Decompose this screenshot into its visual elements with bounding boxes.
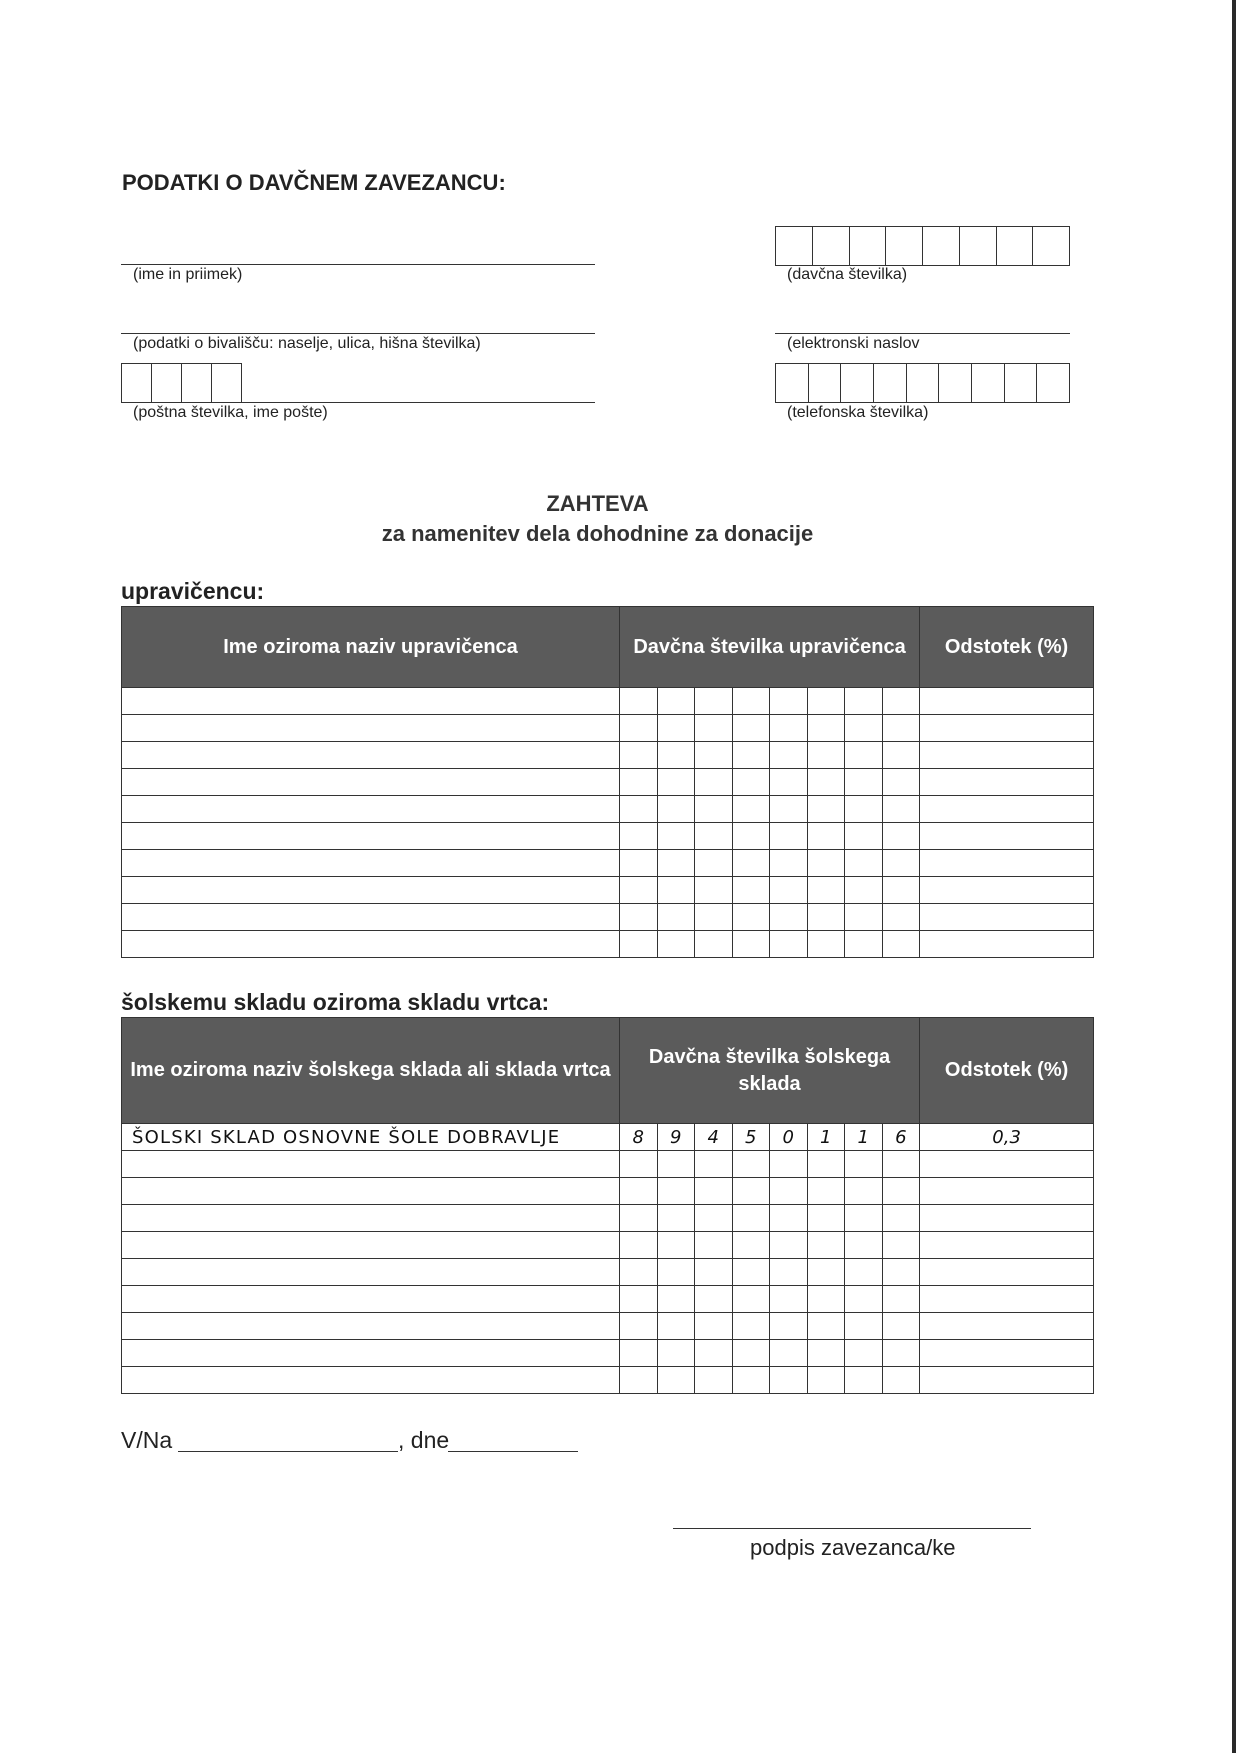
tax-digit-cell[interactable] — [657, 850, 695, 877]
tax-digit-cell[interactable] — [882, 1313, 920, 1340]
tax-digit-cell[interactable] — [695, 1205, 733, 1232]
tax-digit-cell[interactable] — [770, 769, 808, 796]
tax-digit-cell[interactable] — [845, 715, 883, 742]
tax-digit-cell[interactable] — [695, 1151, 733, 1178]
tax-digit-cell[interactable] — [732, 904, 770, 931]
table-row — [122, 931, 1094, 958]
tax-digit-cell[interactable] — [882, 1259, 920, 1286]
table-row — [122, 1232, 1094, 1259]
tax-digit-cell[interactable] — [695, 769, 733, 796]
tax-digit-cell[interactable] — [620, 823, 658, 850]
tax-digit-cell[interactable] — [620, 904, 658, 931]
name-cell[interactable] — [122, 688, 620, 715]
tax-digit-cell[interactable] — [807, 796, 845, 823]
tax-number-caption: (davčna številka) — [787, 266, 908, 283]
tax-digit-cell[interactable]: 9 — [657, 1124, 695, 1151]
tax-digit-cell[interactable] — [882, 1205, 920, 1232]
phone-caption: (telefonska številka) — [787, 404, 929, 421]
tax-digit-cell[interactable] — [620, 877, 658, 904]
tax-digit-cell[interactable] — [845, 904, 883, 931]
tax-digit-cell[interactable] — [732, 1259, 770, 1286]
percent-cell[interactable]: 0,3 — [920, 1124, 1094, 1151]
name-cell[interactable] — [122, 1259, 620, 1286]
tax-digit-cell[interactable] — [770, 742, 808, 769]
table-row — [122, 1340, 1094, 1367]
tax-digit-cell[interactable] — [770, 877, 808, 904]
tax-digit-cell[interactable] — [732, 1205, 770, 1232]
place-label: V/Na — [121, 1427, 173, 1453]
table-row — [122, 1205, 1094, 1232]
tax-digit-cell[interactable] — [770, 1367, 808, 1394]
tax-digit-cell[interactable] — [845, 1178, 883, 1205]
school-fund-tax-header: Davčna številka šolskega sklada — [620, 1018, 920, 1124]
tax-digit-cell[interactable]: 1 — [845, 1124, 883, 1151]
table-row — [122, 769, 1094, 796]
tax-digit-cell[interactable] — [882, 688, 920, 715]
name-cell[interactable] — [122, 1232, 620, 1259]
tax-digit-cell[interactable] — [845, 1340, 883, 1367]
signature-line[interactable] — [673, 1528, 1031, 1529]
school-fund-name-header: Ime oziroma naziv šolskega sklada ali sklada vrtca — [122, 1018, 620, 1124]
tax-digit-cell[interactable] — [732, 742, 770, 769]
tax-digit-cell[interactable] — [882, 1367, 920, 1394]
tax-digit-cell[interactable] — [807, 904, 845, 931]
name-cell[interactable] — [122, 1367, 620, 1394]
tax-digit-cell[interactable] — [770, 688, 808, 715]
beneficiary-rows — [122, 688, 1094, 958]
name-cell[interactable] — [122, 1178, 620, 1205]
taxpayer-heading: PODATKI O DAVČNEM ZAVEZANCU: — [122, 170, 506, 195]
table-row — [122, 1313, 1094, 1340]
email-line[interactable] — [775, 333, 1070, 334]
tax-digit-cell[interactable] — [845, 1151, 883, 1178]
tax-digit-cell[interactable] — [807, 1232, 845, 1259]
school-fund-percent-header: Odstotek (%) — [920, 1018, 1094, 1124]
name-caption: (ime in priimek) — [133, 266, 243, 283]
tax-digit-cell[interactable] — [695, 1232, 733, 1259]
table-row — [122, 1286, 1094, 1313]
percent-cell[interactable] — [920, 796, 1094, 823]
percent-cell[interactable] — [920, 715, 1094, 742]
tax-digit-cell[interactable] — [657, 769, 695, 796]
tax-digit-cell[interactable] — [657, 1178, 695, 1205]
tax-digit-cell[interactable] — [732, 1286, 770, 1313]
tax-digit-cell[interactable] — [657, 877, 695, 904]
tax-digit-cell[interactable] — [657, 1232, 695, 1259]
percent-cell[interactable] — [920, 769, 1094, 796]
postal-code-boxes[interactable] — [121, 363, 242, 403]
percent-cell[interactable] — [920, 877, 1094, 904]
tax-digit-cell[interactable]: 1 — [807, 1124, 845, 1151]
tax-digit-cell[interactable] — [882, 1286, 920, 1313]
tax-digit-cell[interactable] — [695, 877, 733, 904]
table-row — [122, 1367, 1094, 1394]
tax-digit-cell[interactable] — [620, 715, 658, 742]
date-label: , dne — [398, 1427, 450, 1453]
name-cell[interactable]: ŠOLSKI SKLAD OSNOVNE ŠOLE DOBRAVLJE — [122, 1124, 620, 1151]
tax-digit-cell[interactable] — [620, 1340, 658, 1367]
table-row — [122, 823, 1094, 850]
phone-boxes[interactable] — [775, 363, 1070, 403]
tax-digit-cell[interactable] — [770, 850, 808, 877]
percent-cell[interactable] — [920, 1367, 1094, 1394]
tax-digit-cell[interactable] — [882, 769, 920, 796]
tax-digit-cell[interactable] — [845, 931, 883, 958]
tax-digit-cell[interactable] — [807, 1151, 845, 1178]
tax-digit-cell[interactable]: 5 — [732, 1124, 770, 1151]
tax-digit-cell[interactable] — [695, 1313, 733, 1340]
tax-digit-cell[interactable] — [845, 1313, 883, 1340]
address-line[interactable] — [121, 333, 595, 334]
name-cell[interactable] — [122, 1205, 620, 1232]
tax-digit-cell[interactable] — [657, 688, 695, 715]
tax-digit-cell[interactable] — [732, 796, 770, 823]
table-row — [122, 1178, 1094, 1205]
tax-digit-cell[interactable] — [695, 904, 733, 931]
tax-digit-cell[interactable] — [807, 769, 845, 796]
table-row — [122, 796, 1094, 823]
tax-digit-cell[interactable] — [807, 1178, 845, 1205]
tax-digit-cell[interactable] — [845, 877, 883, 904]
percent-cell[interactable] — [920, 904, 1094, 931]
tax-digit-cell[interactable] — [695, 1367, 733, 1394]
table-row — [122, 1124, 1094, 1151]
tax-digit-cell[interactable] — [845, 823, 883, 850]
percent-cell[interactable] — [920, 1205, 1094, 1232]
tax-digit-cell[interactable] — [620, 1151, 658, 1178]
tax-digit-cell[interactable] — [657, 1313, 695, 1340]
tax-digit-cell[interactable] — [620, 769, 658, 796]
percent-cell[interactable] — [920, 1340, 1094, 1367]
tax-digit-cell[interactable] — [770, 1313, 808, 1340]
tax-digit-cell[interactable] — [657, 1259, 695, 1286]
tax-digit-cell[interactable] — [732, 931, 770, 958]
name-cell[interactable] — [122, 931, 620, 958]
tax-digit-cell[interactable] — [845, 1286, 883, 1313]
tax-digit-cell[interactable] — [845, 796, 883, 823]
percent-cell[interactable] — [920, 688, 1094, 715]
tax-digit-cell[interactable] — [770, 1205, 808, 1232]
name-cell[interactable] — [122, 742, 620, 769]
percent-cell[interactable] — [920, 1151, 1094, 1178]
percent-cell[interactable] — [920, 1259, 1094, 1286]
name-cell[interactable] — [122, 1313, 620, 1340]
tax-digit-cell[interactable] — [770, 1151, 808, 1178]
school-fund-heading: šolskemu skladu oziroma skladu vrtca: — [121, 989, 550, 1015]
tax-digit-cell[interactable] — [657, 931, 695, 958]
tax-digit-cell[interactable] — [732, 1367, 770, 1394]
tax-digit-cell[interactable] — [770, 1340, 808, 1367]
table-row — [122, 715, 1094, 742]
percent-cell[interactable] — [920, 1313, 1094, 1340]
tax-digit-cell[interactable] — [732, 1151, 770, 1178]
tax-digit-cell[interactable] — [620, 688, 658, 715]
name-cell[interactable] — [122, 1286, 620, 1313]
address-caption: (podatki o bivališču: naselje, ulica, hišna številka) — [133, 335, 481, 352]
request-subtitle: za namenitev dela dohodnine za donacije — [381, 521, 814, 546]
post-name-line[interactable] — [242, 402, 595, 403]
name-cell[interactable] — [122, 823, 620, 850]
tax-digit-cell[interactable] — [620, 796, 658, 823]
tax-digit-cell[interactable] — [882, 1340, 920, 1367]
tax-digit-cell[interactable] — [845, 850, 883, 877]
post-caption: (poštna številka, ime pošte) — [133, 404, 328, 421]
tax-digit-cell[interactable] — [770, 715, 808, 742]
tax-digit-cell[interactable] — [845, 1232, 883, 1259]
tax-digit-cell[interactable] — [845, 769, 883, 796]
tax-digit-cell[interactable] — [882, 715, 920, 742]
tax-digit-cell[interactable] — [620, 742, 658, 769]
tax-digit-cell[interactable] — [882, 796, 920, 823]
tax-digit-cell[interactable] — [882, 877, 920, 904]
table-row — [122, 1259, 1094, 1286]
tax-digit-cell[interactable] — [695, 1340, 733, 1367]
tax-digit-cell[interactable] — [695, 1178, 733, 1205]
tax-digit-cell[interactable] — [807, 715, 845, 742]
table-row — [122, 742, 1094, 769]
tax-digit-cell[interactable] — [807, 1259, 845, 1286]
tax-digit-cell[interactable] — [657, 1340, 695, 1367]
tax-digit-cell[interactable] — [695, 742, 733, 769]
tax-digit-cell[interactable]: 8 — [620, 1124, 658, 1151]
tax-digit-cell[interactable] — [657, 904, 695, 931]
tax-digit-cell[interactable] — [732, 688, 770, 715]
tax-digit-cell[interactable]: 4 — [695, 1124, 733, 1151]
tax-digit-cell[interactable] — [882, 850, 920, 877]
tax-digit-cell[interactable] — [845, 742, 883, 769]
tax-digit-cell[interactable] — [770, 904, 808, 931]
tax-digit-cell[interactable] — [845, 1205, 883, 1232]
tax-digit-cell[interactable] — [695, 850, 733, 877]
tax-digit-cell[interactable] — [620, 1286, 658, 1313]
tax-digit-cell[interactable] — [807, 1286, 845, 1313]
tax-digit-cell[interactable] — [770, 1178, 808, 1205]
tax-digit-cell[interactable] — [770, 1286, 808, 1313]
place-line[interactable] — [178, 1451, 398, 1452]
tax-digit-cell[interactable] — [732, 769, 770, 796]
scan-edge — [1232, 0, 1236, 1753]
beneficiary-percent-header: Odstotek (%) — [920, 607, 1094, 688]
date-line[interactable] — [448, 1451, 578, 1452]
tax-digit-cell[interactable] — [695, 1286, 733, 1313]
tax-digit-cell[interactable] — [695, 1259, 733, 1286]
tax-digit-cell[interactable] — [882, 904, 920, 931]
tax-digit-cell[interactable] — [807, 1340, 845, 1367]
percent-cell[interactable] — [920, 1232, 1094, 1259]
tax-digit-cell[interactable] — [845, 1367, 883, 1394]
tax-digit-cell[interactable] — [732, 1340, 770, 1367]
tax-digit-cell[interactable] — [657, 796, 695, 823]
tax-digit-cell[interactable] — [732, 823, 770, 850]
name-cell[interactable] — [122, 769, 620, 796]
tax-number-boxes[interactable] — [775, 226, 1070, 266]
tax-digit-cell[interactable] — [620, 1259, 658, 1286]
tax-digit-cell[interactable] — [807, 1313, 845, 1340]
tax-digit-cell[interactable] — [807, 742, 845, 769]
tax-digit-cell[interactable] — [620, 1178, 658, 1205]
signature-caption: podpis zavezanca/ke — [750, 1535, 956, 1560]
table-row — [122, 1151, 1094, 1178]
tax-digit-cell[interactable] — [657, 1205, 695, 1232]
tax-digit-cell[interactable] — [770, 823, 808, 850]
tax-digit-cell[interactable] — [807, 688, 845, 715]
tax-digit-cell[interactable] — [620, 1232, 658, 1259]
tax-digit-cell[interactable] — [807, 1367, 845, 1394]
tax-digit-cell[interactable]: 0 — [770, 1124, 808, 1151]
table-row — [122, 877, 1094, 904]
tax-digit-cell[interactable] — [620, 1205, 658, 1232]
beneficiary-heading: upravičencu: — [121, 578, 265, 604]
tax-digit-cell[interactable] — [695, 823, 733, 850]
tax-digit-cell[interactable] — [732, 877, 770, 904]
tax-digit-cell[interactable] — [657, 742, 695, 769]
tax-digit-cell[interactable] — [732, 1313, 770, 1340]
tax-digit-cell[interactable] — [657, 823, 695, 850]
tax-digit-cell[interactable] — [882, 742, 920, 769]
tax-digit-cell[interactable] — [695, 715, 733, 742]
percent-cell[interactable] — [920, 823, 1094, 850]
name-cell[interactable] — [122, 715, 620, 742]
name-cell[interactable] — [122, 1151, 620, 1178]
table-row — [122, 850, 1094, 877]
tax-digit-cell[interactable] — [620, 1367, 658, 1394]
tax-digit-cell[interactable] — [657, 1151, 695, 1178]
tax-digit-cell[interactable] — [882, 1178, 920, 1205]
tax-digit-cell[interactable] — [770, 931, 808, 958]
name-cell[interactable] — [122, 1340, 620, 1367]
percent-cell[interactable] — [920, 742, 1094, 769]
tax-digit-cell[interactable] — [732, 715, 770, 742]
tax-digit-cell[interactable] — [770, 1259, 808, 1286]
table-row — [122, 904, 1094, 931]
tax-digit-cell[interactable] — [807, 823, 845, 850]
tax-digit-cell[interactable] — [807, 877, 845, 904]
name-cell[interactable] — [122, 850, 620, 877]
tax-digit-cell[interactable] — [732, 850, 770, 877]
tax-digit-cell[interactable] — [657, 1367, 695, 1394]
tax-digit-cell[interactable] — [807, 850, 845, 877]
tax-digit-cell[interactable] — [695, 931, 733, 958]
school-fund-rows — [122, 1124, 1094, 1394]
name-cell[interactable] — [122, 796, 620, 823]
tax-digit-cell[interactable] — [657, 715, 695, 742]
tax-digit-cell[interactable] — [882, 931, 920, 958]
tax-digit-cell[interactable] — [770, 796, 808, 823]
tax-digit-cell[interactable] — [807, 931, 845, 958]
tax-digit-cell[interactable] — [807, 1205, 845, 1232]
request-title: ZAHTEVA — [546, 491, 649, 516]
tax-digit-cell[interactable] — [620, 1313, 658, 1340]
percent-cell[interactable] — [920, 1286, 1094, 1313]
percent-cell[interactable] — [920, 931, 1094, 958]
email-caption: (elektronski naslov — [787, 335, 920, 352]
tax-digit-cell[interactable] — [695, 688, 733, 715]
name-cell[interactable] — [122, 904, 620, 931]
beneficiary-tax-header: Davčna številka upravičenca — [620, 607, 920, 688]
name-cell[interactable] — [122, 877, 620, 904]
tax-digit-cell[interactable] — [657, 1286, 695, 1313]
beneficiary-table — [121, 606, 1094, 958]
percent-cell[interactable] — [920, 850, 1094, 877]
tax-digit-cell[interactable] — [620, 931, 658, 958]
tax-digit-cell[interactable] — [732, 1232, 770, 1259]
school-fund-table — [121, 1017, 1094, 1394]
tax-digit-cell[interactable]: 6 — [882, 1124, 920, 1151]
tax-digit-cell[interactable] — [695, 796, 733, 823]
tax-digit-cell[interactable] — [882, 1151, 920, 1178]
tax-digit-cell[interactable] — [882, 1232, 920, 1259]
tax-digit-cell[interactable] — [770, 1232, 808, 1259]
name-line[interactable] — [121, 264, 595, 265]
tax-digit-cell[interactable] — [845, 688, 883, 715]
tax-digit-cell[interactable] — [620, 850, 658, 877]
tax-digit-cell[interactable] — [845, 1259, 883, 1286]
beneficiary-name-header: Ime oziroma naziv upravičenca — [122, 607, 620, 688]
tax-digit-cell[interactable] — [732, 1178, 770, 1205]
percent-cell[interactable] — [920, 1178, 1094, 1205]
tax-digit-cell[interactable] — [882, 823, 920, 850]
table-row — [122, 688, 1094, 715]
